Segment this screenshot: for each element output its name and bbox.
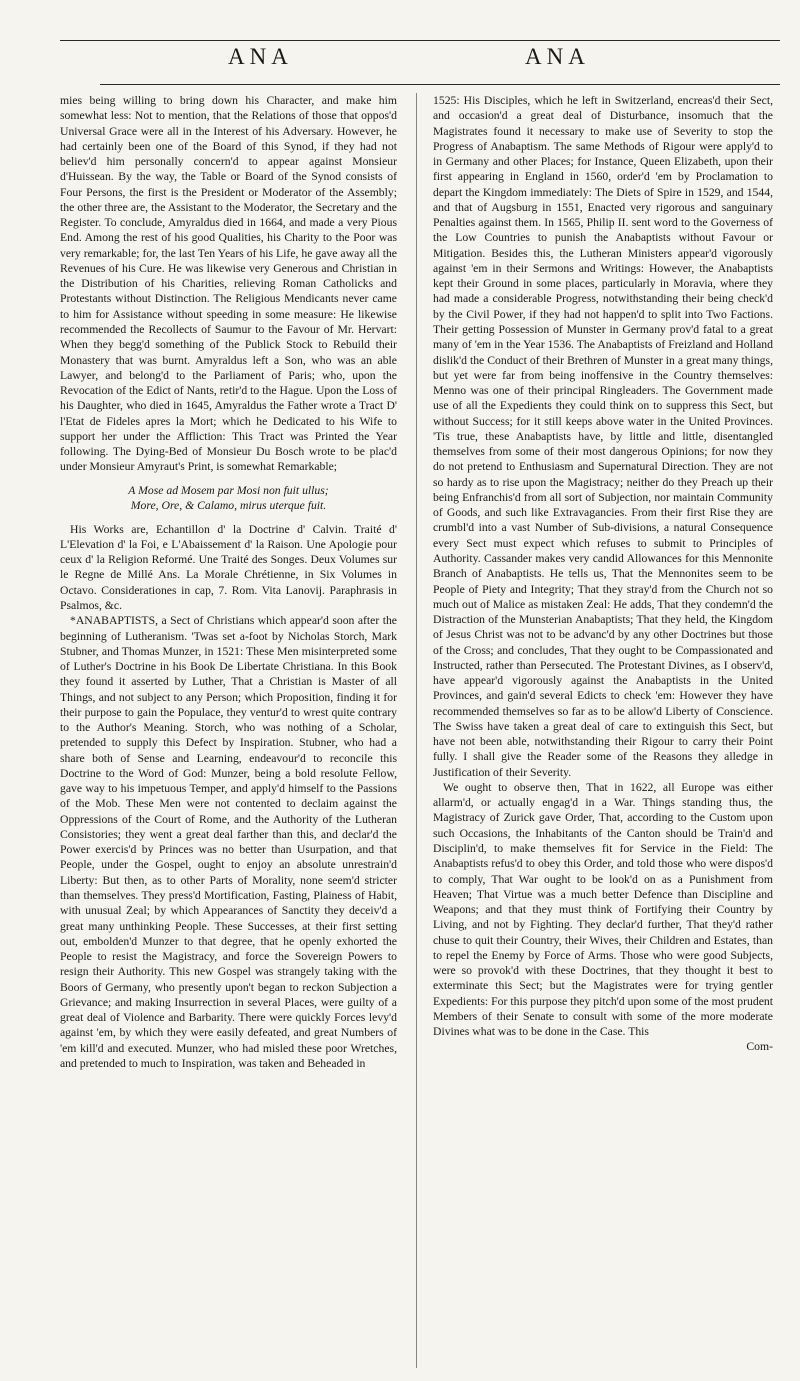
column-divider: [416, 93, 417, 1368]
running-head-left: ANA: [228, 44, 293, 69]
catchword: Com-: [746, 1040, 773, 1054]
epigram-line-1: A Mose ad Mosem par Mosi non fuit ullus;: [128, 483, 329, 497]
left-paragraph-works: His Works are, Echantillon d' la Doctrine d' Calvin. Traité d' L'Elevation d' la Foi, e L'Abaissement d' la Raison. Une Apologie pour ceux d' la Religion Reformé. Une Traité des Songes. Deux Volumes sur le Regne de Millé Ans. La Morale Chrétienne, in Six Volumes in Octavo. Considerationes in cap, 7. Rom. Vita Lanovij. Paraphrasis in Psalmos, &c.: [60, 522, 397, 612]
right-column: [433, 93, 773, 1368]
right-paragraph-2: We ought to observe then, That in 1622, all Europe was either allarm'd, or actually engag'd in a War. Things standing thus, the Magistracy of Zurick gave Order, That, according to the Custom upon such Occasions, the Inhabitants of the Canton should be Train'd and Disciplin'd, to make themselves fit for Service in the Field: The Anabaptists refus'd to obey this Order, and told those who were dispos'd to comply, That War ought to be look'd on as a Punishment from Heaven; That Virtue was a much better Defence than Discipline and Weapons; and that they must think of Fortifying their Country by Living, and not by Fighting. They declar'd further, That they'd rather chuse to quit their Country, their Wives, their Children and Estates, than to repel the Enemy by Force of Arms. Those who were good Subjects, were so provok'd with these Doctrines, that they thought it best to exterminate this Sect; but the Magistrates were for trying gentler Expedients: For this purpose they pitch'd upon some of the most prudent Members of their Senate to consult with some of the more moderate Divines what was to be done in the Case. This: [433, 780, 773, 1039]
right-paragraph-1: 1525: His Disciples, which he left in Switzerland, encreas'd their Sect, and occasion'd a great deal of Disturbance, insomuch that the Magistrates found it necessary to make use of Severity to stop the Progress of Anabaptism. The same Methods of Rigour were apply'd to in Germany and other Places; for Instance, Queen Elizabeth, upon their first appearing in England in 1560, order'd 'em by Proclamation to depart the Kingdom immediately: The Diets of Spire in 1529, and 1544, and that of Augsburg in 1551, Enacted very rigorous and sanguinary Penalties against them. In 1565, Philip II. sent word to the Governess of the Low Countries to punish the Anabaptists without Favour or Mitigation. Besides this, the Lutheran Ministers appear'd vigorously against 'em in their Sermons and Writings: However, the Anabaptists kept their Ground in some places, particularly in Moravia, where they had made a considerable Progress, notwithstanding their being check'd by the Civil Power, if they had not happen'd to split into Two Factions. Their getting Possession of Munster in Germany prov'd fatal to a great many of 'em in the Year 1536. The Anabaptists of Freizland and Holland dislik'd the Conduct of their Brethren of Munster in a great many things, but yet were far from being inoffensive in the Country themselves: Menno was one of their principal Ringleaders. The Government made use of all the Expedients they could think on to suppress this Sect, but without Success; for it still keeps above water in the United Provinces. 'Tis true, these Anabaptists have, by little and little, disentangled themselves from some of their most dangerous Opinions; for now they do not pretend to Enthusiasm and Supernatural Direction. They are not so hardy as to rise upon the Magistracy; neither do they Preach up their being Enfranchis'd from all sort of Subjection, nor maintain Community of Goods, and such like Extravagancies. From their first Rise they are crumbl'd into a vast Number of Sub-divisions, a natural Consequence every Sect must expect which refuses to submit to Principles of Authority. Cassander makes very candid Allowances for this Mennonite Branch of Anabaptists. He tells us, That the Mennonites seem to be People of Piety and Integrity; That they stray'd from the Church not so much out of Malice as mistaken Zeal: He adds, That they condemn'd the Distraction of the Munsterian Anabaptists; That they held, the Kingdom of Jesus Christ was not to be advanc'd by any other Doctrines but those of the Cross; and concludes, That they ought to be Compassionated and Instructed, rather than Persecuted. The Protestant Divines, as I observ'd, have appear'd vigorously against the Anabaptists in the United Provinces, and gain'd several Edicts to check 'em: However they have recommended themselves so far as to be allow'd Liberty of Conscience. The Swiss have taken a great deal of care to extinguish this Sect, but have not been able, notwithstanding their Rigour to carry their Point fully. I shall give the Reader some of the Reasons they alledge in Justification of their Severity.: [433, 94, 773, 779]
left-paragraph-anabaptists: *ANABAPTISTS, a Sect of Christians which appear'd soon after the beginning of Lutheranism. 'Twas set a-foot by Nicholas Storch, Mark Stubner, and Thomas Munzer, in 1521: These Men misinterpreted some of Luther's Doctrine in his Book De Libertate Christiana. In this Book they found it asserted by Luther, That a Christian is Master of all Things, and not subject to any Person; which Proposition, finding it for their purpose to gain the Populace, they ventur'd to wrest quite contrary to the Author's Meaning. Storch, who was nothing of a Scholar, pretended to supply this Defect by Inspiration. Stubner, who had a share both of Sense and Learning, endeavour'd to reconcile this Doctrine to the Word of God: Munzer, being a bold resolute Fellow, gave way to his impetuous Temper, and apply'd himself to the Passions of the Mob. These Men were not contented to declaim against the Oppressions of the Court of Rome, and the Authority of the Lutheran Consistories; they went a great deal farther than this, and declar'd the Power exercis'd by Princes was no better than Usurpation, and that People, under the Gospel, ought to enjoy an absolute unrestrain'd Liberty: But then, as to other Parts of Morality, none seem'd stricter than themselves. They press'd Mortification, Fasting, Plainess of Habit, with unusual Zeal; by which Appearances of Sanctity they deceiv'd a great many unthinking People. These Successes, at their first setting out, embolden'd Munzer to that degree, that he openly exhorted the People to resist the Magistracy, and force the Sovereign Powers to resign their Authority. This new Gospel was strangely taking with the Boors of Germany, who presently upon't began to reckon Subjection a Grievance; and making Insurrection in several Places, were guilty of a great deal of Violence and Barbarity. There were quickly Forces levy'd against 'em, by which they were easily defeated, and great Numbers of 'em kill'd and executed. Munzer, who had misled these poor Wretches, and pretended to much to Inspiration, was taken and Beheaded in: [60, 614, 397, 1070]
left-column: [60, 93, 397, 1368]
epigram-verse: [60, 483, 397, 514]
epigram-line-2: More, Ore, & Calamo, mirus uterque fuit.: [130, 499, 327, 513]
top-rule: [60, 40, 780, 41]
left-paragraph-1: mies being willing to bring down his Character, and make him somewhat less: Not to mention, that the Relations of those that oppos'd Universal Grace were all in the Interest of his Adversary. However, he had certainly been one of the Board of this Synod, if they had not believ'd him personally concern'd to appear against Monsieur d'Huissean. By the way, the Table or Board of the Synod consists of Four Persons, the first is the President or Moderator of the Assembly; the other three are, the Assistant to the Moderator, the Secretary and the Register. To conclude, Amyraldus died in 1664, and made a very Pious End. Among the rest of his good Qualities, his Charity to the Poor was very remarkable; for, the last Ten Years of his Life, he gave away all the Revenues of his Cure. He was likewise very Generous and Christian in the Distribution of his Charities, relieving Roman Catholicks and Protestants without Distinction. The Religious Mendicants never came to him for Assistance without speeding in some measure: He likewise recommended the Recollects of Saumur to the Favour of Mr. Hervart: When they begg'd something of the Publick Stock to Rebuild their Monastery that was burnt. Amyraldus left a Son, who was an able Lawyer, and belong'd to the Parliament of Paris; who, upon the Revocation of the Edict of Nants, retir'd to the Hague. Upon the Loss of his Daughter, who died in 1645, Amyraldus the Father wrote a Tract D' l'Etat de Fideles apres la Mort; which he Dedicated to his Wife to support her under the Affliction: This Tract was Printed the Year following. The Dying-Bed of Monsieur Du Bosch wrote to be plac'd under Monsieur Amyraut's Print, is somewhat Remarkable;: [60, 94, 397, 474]
running-head-right: ANA: [525, 44, 590, 69]
head-rule: [100, 84, 780, 85]
